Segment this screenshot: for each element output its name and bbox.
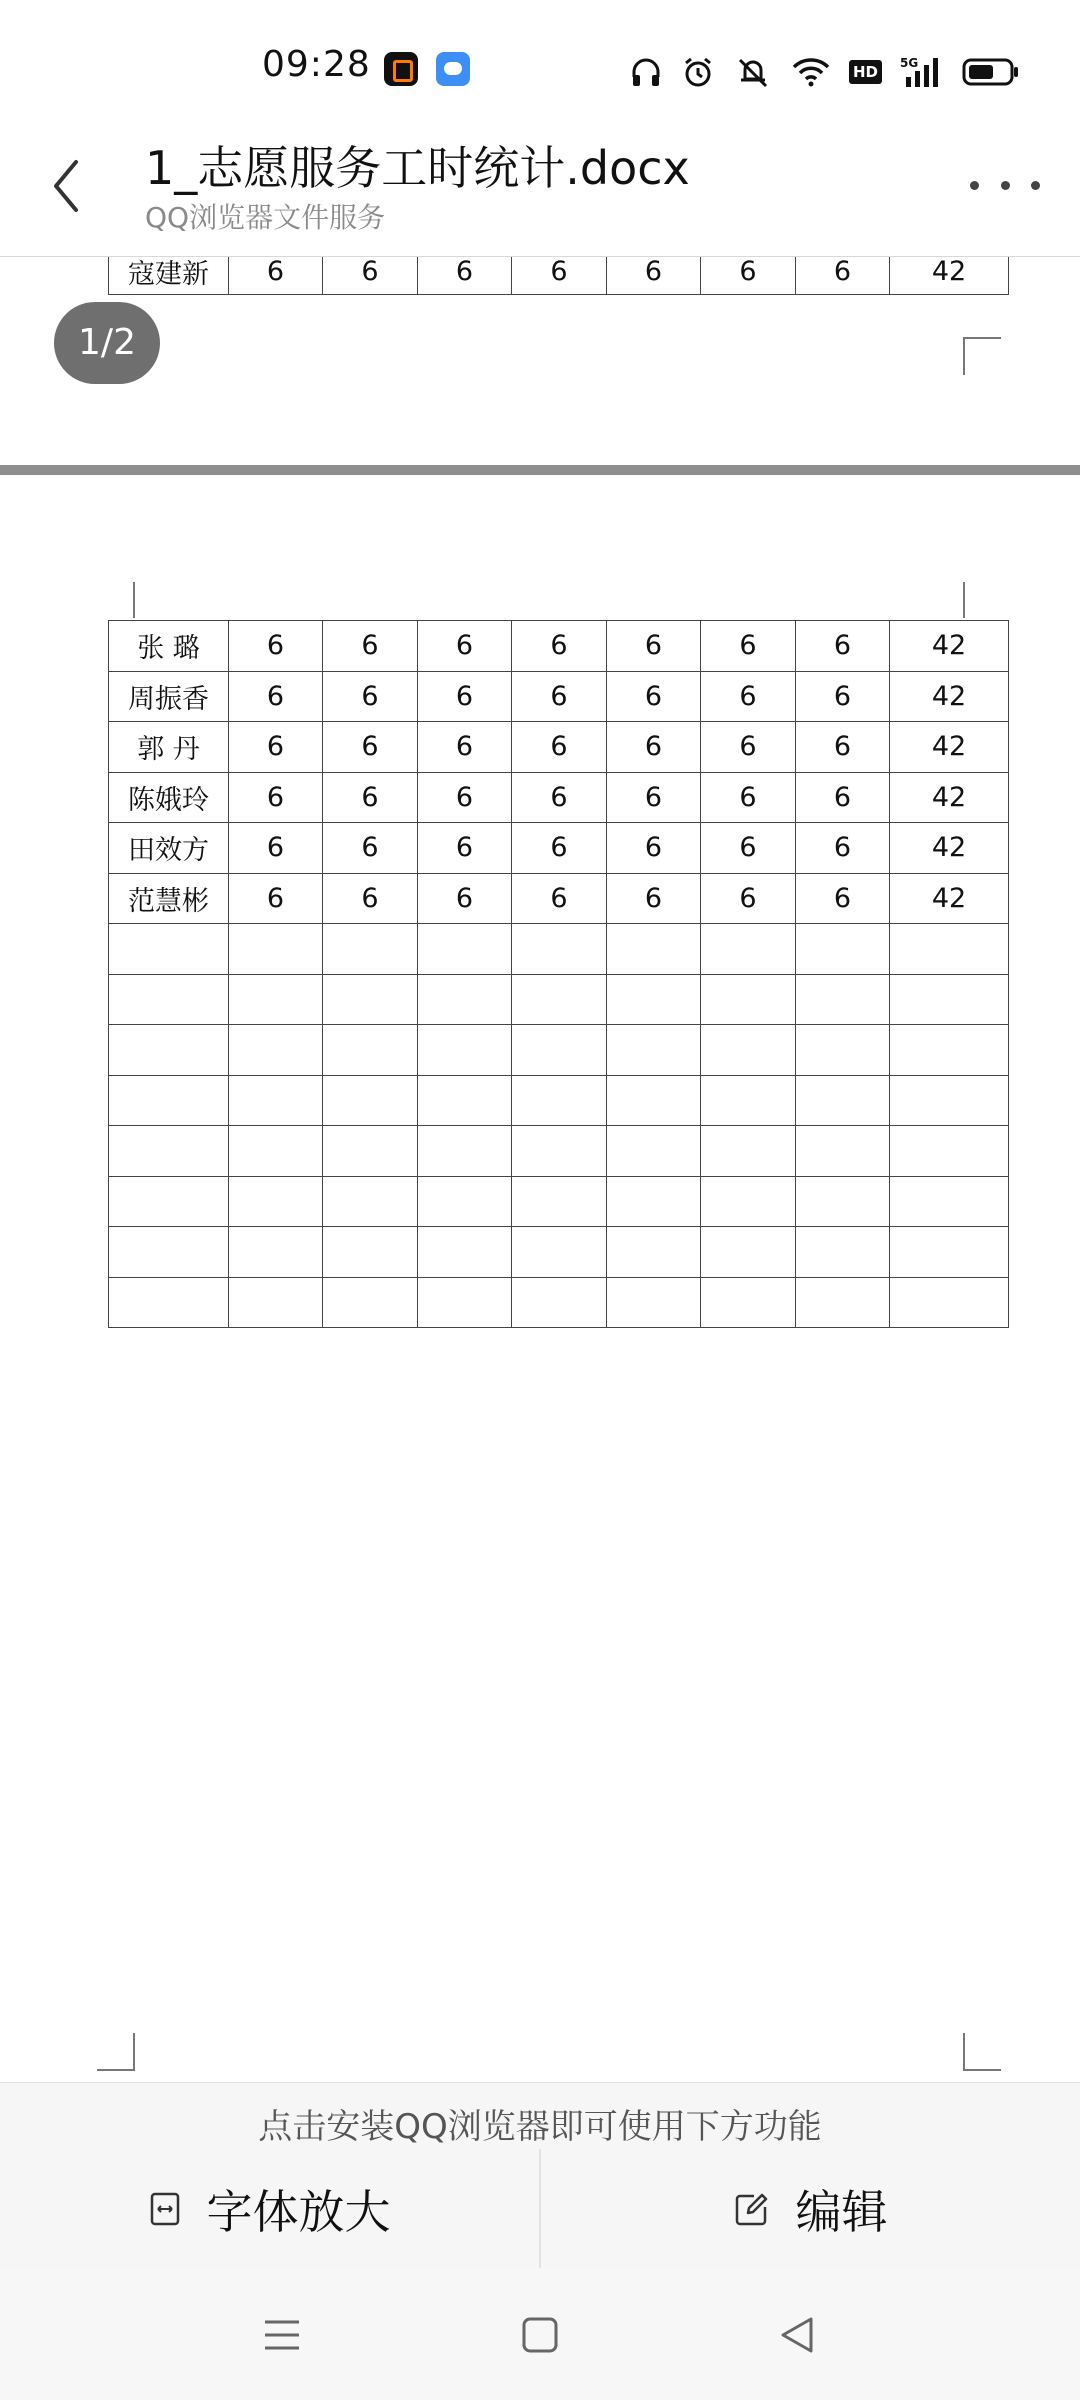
hours-cell	[512, 924, 607, 975]
table-row	[109, 924, 1009, 975]
hours-cell	[229, 1025, 323, 1076]
table-row	[109, 1075, 1009, 1126]
total-cell: 42	[890, 621, 1009, 672]
table-row	[109, 823, 1009, 874]
table-row	[109, 1126, 1009, 1177]
hours-cell	[229, 1176, 323, 1227]
hours-cell: 6	[607, 772, 701, 823]
more-dot-icon	[970, 181, 979, 190]
hours-cell: 6	[512, 257, 607, 295]
hours-cell: 6	[229, 772, 323, 823]
hours-cell	[418, 1126, 512, 1177]
hours-cell	[607, 1176, 701, 1227]
page-corner-mark	[133, 582, 135, 618]
chat-app-icon	[436, 52, 470, 86]
hours-cell	[607, 1075, 701, 1126]
hours-cell	[229, 1227, 323, 1278]
hours-cell: 6	[323, 621, 418, 672]
hours-cell	[701, 1227, 796, 1278]
menu-nav-button[interactable]	[257, 2310, 307, 2360]
battery-icon	[962, 57, 1020, 87]
hours-cell	[796, 974, 890, 1025]
total-cell: 42	[890, 823, 1009, 874]
page-indicator: 1/2	[54, 302, 160, 384]
table-row	[109, 1227, 1009, 1278]
hours-cell: 6	[229, 722, 323, 773]
hours-cell: 6	[607, 621, 701, 672]
name-cell: 周振香	[109, 671, 229, 722]
hours-cell	[796, 1227, 890, 1278]
table-row	[109, 974, 1009, 1025]
hours-cell: 6	[323, 257, 418, 295]
edit-label: 编辑	[795, 2185, 888, 2239]
hours-cell: 6	[229, 873, 323, 924]
edit-icon	[734, 2191, 770, 2227]
total-cell	[890, 924, 1009, 975]
name-cell: 张 璐	[109, 621, 229, 672]
office-app-icon	[384, 52, 418, 86]
app-header	[0, 120, 1080, 257]
hours-cell: 6	[701, 671, 796, 722]
hours-cell: 6	[418, 873, 512, 924]
page-corner-mark	[963, 337, 1001, 375]
hours-cell: 6	[512, 772, 607, 823]
hours-cell: 6	[323, 823, 418, 874]
hd-badge: HD	[849, 60, 882, 84]
hours-cell: 6	[323, 671, 418, 722]
name-cell	[109, 1176, 229, 1227]
hours-cell	[418, 1176, 512, 1227]
hours-cell	[323, 1126, 418, 1177]
total-cell	[890, 1227, 1009, 1278]
name-cell	[109, 1025, 229, 1076]
zoom-font-button[interactable]	[0, 2149, 541, 2269]
hours-cell	[323, 924, 418, 975]
hours-cell	[701, 924, 796, 975]
hours-cell: 6	[418, 823, 512, 874]
total-cell	[890, 974, 1009, 1025]
hours-cell	[607, 1227, 701, 1278]
name-cell	[109, 1277, 229, 1328]
hours-cell	[701, 1126, 796, 1177]
back-nav-button[interactable]	[773, 2310, 823, 2360]
hours-cell	[512, 1126, 607, 1177]
hours-cell: 6	[701, 772, 796, 823]
table-row	[109, 1025, 1009, 1076]
hours-cell	[418, 1025, 512, 1076]
hours-cell: 6	[323, 772, 418, 823]
total-cell: 42	[890, 772, 1009, 823]
hours-cell	[607, 974, 701, 1025]
name-cell: 陈娥玲	[109, 772, 229, 823]
hours-cell	[512, 1227, 607, 1278]
hours-cell: 6	[229, 257, 323, 295]
hours-cell: 6	[701, 722, 796, 773]
hours-cell	[229, 1277, 323, 1328]
hours-cell: 6	[607, 873, 701, 924]
table-row	[109, 722, 1009, 773]
more-dot-icon	[1031, 181, 1040, 190]
hours-cell: 6	[796, 823, 890, 874]
more-options-button[interactable]	[970, 160, 1040, 210]
hours-cell: 6	[796, 772, 890, 823]
hours-cell	[512, 1176, 607, 1227]
hours-cell	[796, 1025, 890, 1076]
table-row	[109, 1176, 1009, 1227]
hours-cell	[323, 1025, 418, 1076]
page-corner-mark	[97, 2033, 135, 2071]
table-row	[109, 1277, 1009, 1328]
hours-cell: 6	[796, 671, 890, 722]
edit-button[interactable]	[541, 2149, 1080, 2269]
hours-cell: 6	[607, 823, 701, 874]
hours-cell	[512, 974, 607, 1025]
hours-cell: 6	[418, 257, 512, 295]
hours-cell	[512, 1277, 607, 1328]
hours-cell	[512, 1075, 607, 1126]
hours-cell	[701, 1025, 796, 1076]
hours-cell	[796, 1277, 890, 1328]
hours-cell	[229, 1075, 323, 1126]
svg-text:5G: 5G	[900, 56, 919, 70]
zoom-font-label: 字体放大	[206, 2185, 391, 2239]
alarm-icon	[681, 55, 715, 89]
hours-cell: 6	[229, 823, 323, 874]
hours-cell: 6	[512, 823, 607, 874]
hours-cell: 6	[796, 621, 890, 672]
document-viewer[interactable]	[0, 257, 1080, 2082]
document-title: 1_志愿服务工时统计.docx	[145, 141, 690, 195]
table-row	[109, 873, 1009, 924]
total-cell	[890, 1075, 1009, 1126]
hours-cell: 6	[701, 823, 796, 874]
hours-cell: 6	[607, 257, 701, 295]
table-row	[109, 772, 1009, 823]
mute-bell-icon	[733, 55, 773, 89]
hours-cell: 6	[418, 722, 512, 773]
hours-cell	[607, 1025, 701, 1076]
total-cell	[890, 1025, 1009, 1076]
hours-cell: 6	[323, 873, 418, 924]
hours-cell	[418, 1075, 512, 1126]
hours-cell	[796, 924, 890, 975]
hours-cell: 6	[512, 873, 607, 924]
name-cell	[109, 1075, 229, 1126]
bottom-action-bar	[0, 2082, 1080, 2269]
back-button[interactable]	[40, 150, 100, 222]
page-corner-mark	[963, 582, 965, 618]
table-row	[109, 257, 1009, 295]
page-separator	[0, 465, 1080, 475]
document-subtitle: QQ浏览器文件服务	[145, 201, 386, 234]
hours-cell	[323, 974, 418, 1025]
hours-cell: 6	[607, 722, 701, 773]
hours-cell: 6	[512, 621, 607, 672]
hours-cell	[418, 1227, 512, 1278]
hours-cell	[418, 974, 512, 1025]
hours-cell	[796, 1126, 890, 1177]
hours-cell: 6	[418, 621, 512, 672]
hours-cell	[418, 1277, 512, 1328]
more-dot-icon	[1001, 181, 1010, 190]
hours-cell: 6	[418, 772, 512, 823]
status-bar	[0, 0, 1080, 120]
hours-cell: 6	[512, 722, 607, 773]
hours-cell	[512, 1025, 607, 1076]
hours-cell	[229, 1126, 323, 1177]
hours-cell: 6	[701, 621, 796, 672]
hours-cell	[229, 974, 323, 1025]
page2-table	[108, 620, 1009, 1328]
hours-cell	[323, 1227, 418, 1278]
signal-icon	[900, 55, 944, 89]
hours-cell: 6	[701, 873, 796, 924]
status-icons	[629, 52, 1020, 92]
name-cell: 范慧彬	[109, 873, 229, 924]
hours-cell	[701, 974, 796, 1025]
hours-cell	[796, 1176, 890, 1227]
home-nav-button[interactable]	[515, 2310, 565, 2360]
hours-cell	[607, 924, 701, 975]
hours-cell	[701, 1176, 796, 1227]
table-row	[109, 621, 1009, 672]
total-cell: 42	[890, 257, 1009, 295]
hours-cell: 6	[796, 257, 890, 295]
hours-cell	[796, 1075, 890, 1126]
name-cell: 郭 丹	[109, 722, 229, 773]
hours-cell	[323, 1075, 418, 1126]
hours-cell: 6	[796, 873, 890, 924]
name-cell	[109, 924, 229, 975]
hours-cell: 6	[229, 671, 323, 722]
table-row	[109, 671, 1009, 722]
total-cell	[890, 1277, 1009, 1328]
hours-cell: 6	[229, 621, 323, 672]
hours-cell	[701, 1277, 796, 1328]
headphones-icon	[629, 55, 663, 89]
status-time: 09:28	[262, 44, 371, 85]
page-corner-mark	[963, 2033, 1001, 2071]
total-cell: 42	[890, 722, 1009, 773]
hours-cell	[607, 1277, 701, 1328]
hours-cell	[323, 1176, 418, 1227]
total-cell: 42	[890, 873, 1009, 924]
font-zoom-icon	[149, 2191, 181, 2227]
name-cell	[109, 1227, 229, 1278]
hours-cell: 6	[607, 671, 701, 722]
wifi-icon	[791, 55, 831, 89]
name-cell	[109, 1126, 229, 1177]
hours-cell	[607, 1126, 701, 1177]
hours-cell	[701, 1075, 796, 1126]
name-cell: 田效方	[109, 823, 229, 874]
total-cell	[890, 1176, 1009, 1227]
total-cell	[890, 1126, 1009, 1177]
name-cell: 寇建新	[109, 257, 229, 295]
hours-cell	[323, 1277, 418, 1328]
system-nav-bar	[0, 2268, 1080, 2400]
hours-cell	[418, 924, 512, 975]
hours-cell	[229, 924, 323, 975]
hours-cell: 6	[512, 671, 607, 722]
install-tip[interactable]: 点击安装QQ浏览器即可使用下方功能	[258, 2107, 822, 2147]
hours-cell: 6	[796, 722, 890, 773]
hours-cell: 6	[323, 722, 418, 773]
hours-cell: 6	[418, 671, 512, 722]
name-cell	[109, 974, 229, 1025]
page1-table	[108, 257, 1009, 295]
total-cell: 42	[890, 671, 1009, 722]
hours-cell: 6	[701, 257, 796, 295]
